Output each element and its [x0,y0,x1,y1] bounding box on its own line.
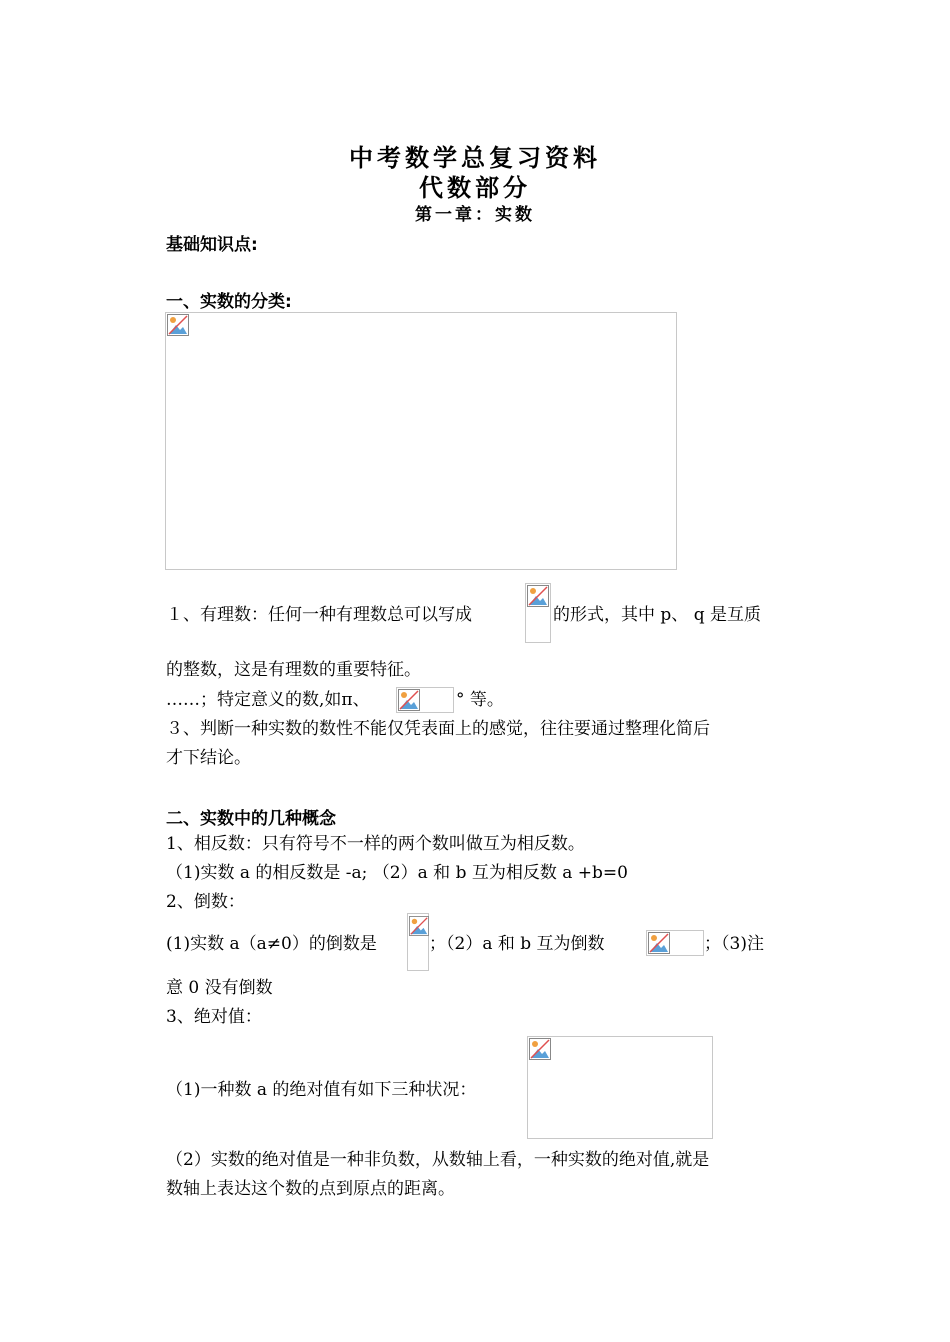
reciprocal-line-c: ；（3)注 [704,934,764,954]
reciprocal-product-image [646,930,704,956]
opposite-number-props: （1)实数 a 的相反数是 -a; （2）a 和 b 互为相反数 a +b=0 [166,863,628,883]
classification-image [165,312,677,570]
document-subtitle: 代数部分 [419,173,531,202]
special-numbers-b: ° 等。 [456,690,504,710]
classification-heading: 一、实数的分类: [166,292,292,312]
judgement-line1: ３、判断一种实数的数性不能仅凭表面上的感觉，往往要通过整理化简后 [166,719,710,739]
absolute-value-cases: （1)一种数 a 的绝对值有如下三种状况： [166,1080,477,1100]
document-title: 中考数学总复习资料 [349,143,601,172]
absolute-value-cases-image [527,1036,713,1139]
reciprocal-fraction-image [407,913,429,971]
rational-def-line1-a: １、有理数：任何一种有理数总可以写成 [166,605,472,625]
judgement-line2: 才下结论。 [166,748,251,768]
broken-image-icon [529,1038,551,1060]
broken-image-icon [527,585,549,607]
section-basic-heading: 基础知识点: [166,235,258,255]
chapter-title: 第一章：实数 [415,205,535,225]
broken-image-icon [398,689,420,711]
reciprocal-heading: 2、倒数： [166,892,245,912]
special-number-image [396,687,454,713]
broken-image-icon [648,932,670,954]
broken-image-icon [409,915,429,937]
absolute-value-line1: （2）实数的绝对值是一种非负数，从数轴上看，一种实数的绝对值,就是 [166,1150,710,1170]
absolute-value-heading: 3、绝对值： [166,1007,262,1027]
opposite-number-def: 1、相反数：只有符号不一样的两个数叫做互为相反数。 [166,834,585,854]
reciprocal-line-a: (1)实数 a（a≠0）的倒数是 [166,934,377,954]
concepts-heading: 二、实数中的几种概念 [166,809,336,829]
rational-def-line1-b: 的形式，其中 p、 q 是互质 [553,605,761,625]
broken-image-icon [167,314,189,336]
rational-def-line2: 的整数，这是有理数的重要特征。 [166,660,421,680]
absolute-value-line2: 数轴上表达这个数的点到原点的距离。 [166,1179,455,1199]
reciprocal-line-d: 意 0 没有倒数 [166,978,273,998]
fraction-p-q-image [525,583,551,643]
reciprocal-line-b: ；（2）a 和 b 互为倒数 [429,934,605,954]
special-numbers-a: ……；特定意义的数,如π、 [166,690,370,710]
